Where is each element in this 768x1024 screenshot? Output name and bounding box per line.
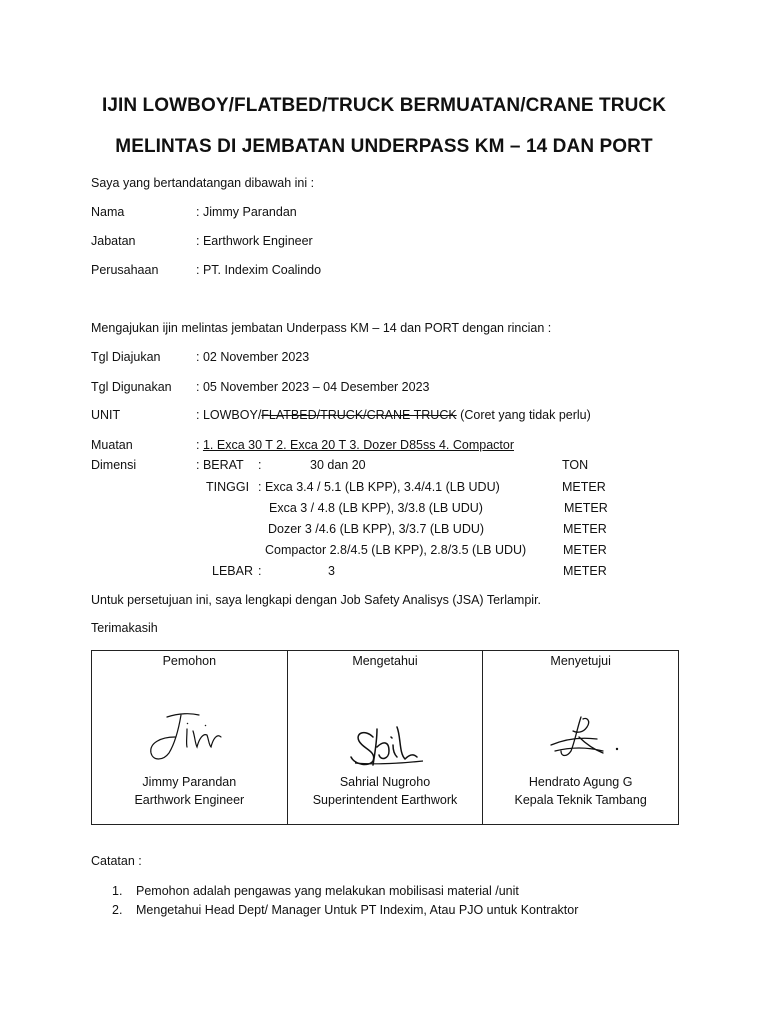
muatan-label: Muatan: [91, 438, 133, 452]
signatory-position: Superintendent Earthwork: [312, 793, 458, 807]
signature-image-menyetujui: [483, 707, 678, 771]
muatan-colon: :: [196, 438, 203, 452]
tinggi-line-4-unit: METER: [563, 543, 607, 557]
tgl-diajukan-label: Tgl Diajukan: [91, 350, 161, 364]
tinggi-line-4: Compactor 2.8/4.5 (LB KPP), 2.8/3.5 (LB UDU): [265, 543, 527, 557]
berat-value: 30 dan 20: [310, 458, 366, 472]
unit-label: UNIT: [91, 408, 121, 422]
note-text: Mengetahui Head Dept/ Manager Untuk PT Indexim, Atau PJO untuk Kontraktor: [136, 903, 579, 917]
notes-title: Catatan :: [91, 854, 142, 868]
nama-label: Nama: [91, 205, 125, 219]
lebar-unit: METER: [563, 564, 607, 578]
note-number: 1.: [112, 884, 123, 898]
signature-scribble-jimmy: [129, 707, 249, 771]
signature-scribble-sahrial: [325, 707, 445, 771]
tinggi-line-2: Exca 3 / 4.8 (LB KPP), 3/3.8 (LB UDU): [269, 501, 483, 515]
signatory-name: Jimmy Parandan: [142, 775, 237, 789]
tinggi-line-3: Dozer 3 /4.6 (LB KPP), 3/3.7 (LB UDU): [268, 522, 485, 536]
signature-cell-mengetahui: [287, 651, 483, 825]
berat-colon: :: [258, 458, 262, 472]
jabatan-label: Jabatan: [91, 234, 136, 248]
signature-role: Menyetujui: [550, 654, 611, 668]
tinggi-line-1-unit: METER: [562, 480, 606, 494]
tinggi-line-1: : Exca 3.4 / 5.1 (LB KPP), 3.4/4.1 (LB UDU): [258, 480, 500, 494]
unit-value: [196, 408, 591, 422]
perusahaan-value: : PT. Indexim Coalindo: [196, 263, 322, 277]
lebar-value: 3: [328, 564, 335, 578]
signatory-position: Earthwork Engineer: [134, 793, 245, 807]
intro-text: Saya yang bertandatangan dibawah ini :: [91, 176, 315, 190]
signature-table: [91, 650, 679, 825]
signatory-name: Sahrial Nugroho: [339, 775, 431, 789]
title-line-1: IJIN LOWBOY/FLATBED/TRUCK BERMUATAN/CRANE TRUCK: [101, 95, 667, 116]
dimensi-label: Dimensi: [91, 458, 137, 472]
note-text: Pemohon adalah pengawas yang melakukan mobilisasi material /unit: [136, 884, 519, 898]
nama-value: : Jimmy Parandan: [196, 205, 297, 219]
unit-note: (Coret yang tidak perlu): [456, 408, 591, 422]
signature-cell-menyetujui: [483, 651, 679, 825]
note-number: 2.: [112, 903, 123, 917]
muatan-value: [196, 438, 514, 452]
jabatan-value: : Earthwork Engineer: [196, 234, 313, 248]
closing-text: Terimakasih: [91, 621, 158, 635]
berat-label: : BERAT: [196, 458, 244, 472]
berat-unit: TON: [562, 458, 589, 472]
lebar-label: LEBAR: [212, 564, 253, 578]
tinggi-line-3-unit: METER: [563, 522, 607, 536]
perusahaan-label: Perusahaan: [91, 263, 159, 277]
tinggi-label: TINGGI: [206, 480, 250, 494]
signatory-position: Kepala Teknik Tambang: [514, 793, 647, 807]
tgl-digunakan-value: : 05 November 2023 – 04 Desember 2023: [196, 380, 430, 394]
muatan-list: 1. Exca 30 T 2. Exca 20 T 3. Dozer D85ss 4. Compactor: [202, 438, 514, 452]
signature-image-mengetahui: [288, 707, 483, 771]
tgl-diajukan-value: : 02 November 2023: [196, 350, 310, 364]
signature-image-pemohon: [92, 707, 287, 771]
signature-role: Pemohon: [162, 654, 217, 668]
signatory-name: Hendrato Agung G: [528, 775, 633, 789]
unit-prefix: : LOWBOY/: [196, 408, 262, 422]
tinggi-line-2-unit: METER: [564, 501, 608, 515]
unit-struck-options: FLATBED/TRUCK/CRANE TRUCK: [261, 408, 457, 422]
signature-cell-pemohon: [92, 651, 288, 825]
title-line-2: MELINTAS DI JEMBATAN UNDERPASS KM – 14 DAN PORT: [115, 136, 653, 157]
approval-text: Untuk persetujuan ini, saya lengkapi dengan Job Safety Analisys (JSA) Terlampir.: [91, 593, 542, 607]
request-intro: Mengajukan ijin melintas jembatan Underpass KM – 14 dan PORT dengan rincian :: [91, 321, 552, 335]
tgl-digunakan-label: Tgl Digunakan: [91, 380, 172, 394]
signature-scribble-hendrato: [521, 707, 641, 771]
signature-role: Mengetahui: [352, 654, 418, 668]
lebar-colon: :: [258, 564, 262, 578]
